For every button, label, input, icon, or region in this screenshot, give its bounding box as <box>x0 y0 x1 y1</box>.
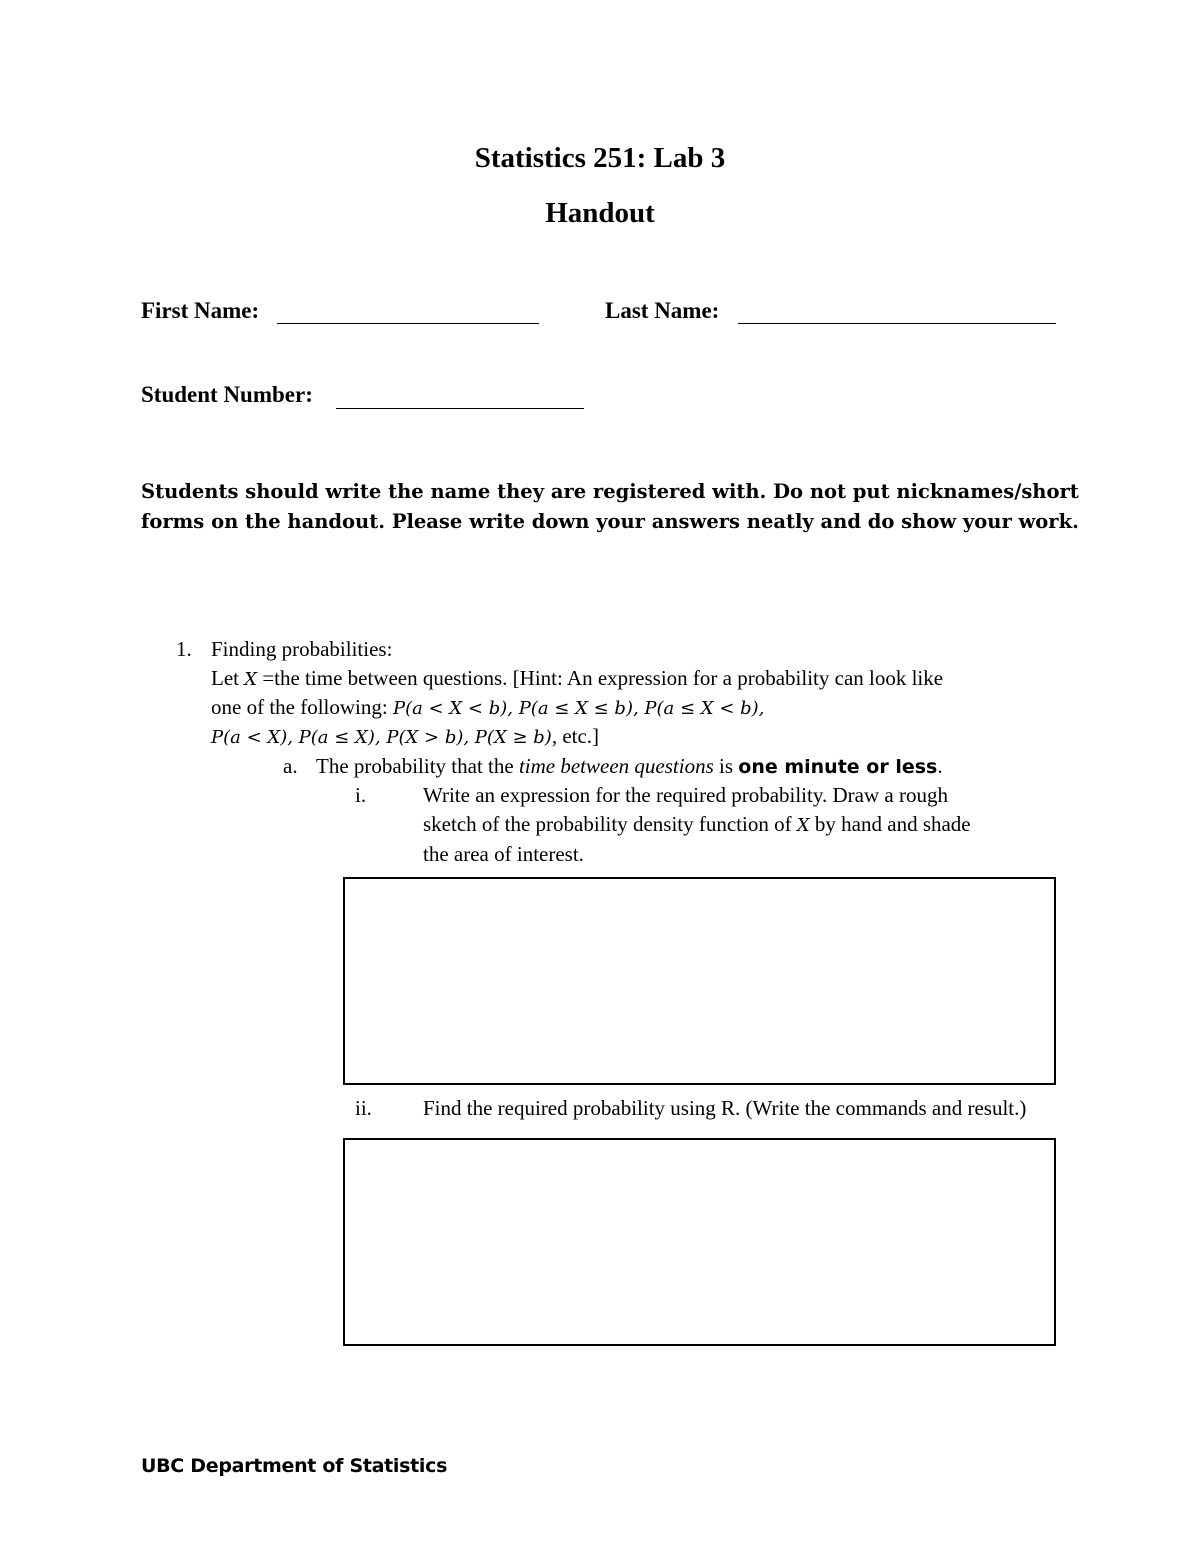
sub-ii-text: Find the required probability using R. (Write the commands and result.) <box>423 1096 1027 1120</box>
question-number: 1. <box>176 637 192 661</box>
sub-i-line1: Write an expression for the required probability. Draw a rough <box>423 783 948 807</box>
answer-box-ii[interactable] <box>343 1138 1056 1346</box>
part-a-post: . <box>937 754 943 778</box>
sub-i-line2-pre: sketch of the probability density function of <box>423 812 797 836</box>
question-intro-line3 <box>211 722 599 752</box>
intro-variable: X <box>244 669 258 690</box>
part-a-italic: time between questions <box>518 754 714 778</box>
first-name-field[interactable] <box>277 323 539 324</box>
student-number-field[interactable] <box>336 408 584 409</box>
last-name-field[interactable] <box>738 323 1056 324</box>
question-intro-line1 <box>211 664 943 694</box>
last-name-label: Last Name: <box>605 298 720 323</box>
intro-math-examples-2: P(a < X), P(a ≤ X), P(X > b), P(X ≥ b) <box>211 727 552 748</box>
intro-etc: , etc.] <box>551 724 600 748</box>
page-footer: UBC Department of Statistics <box>141 1455 448 1477</box>
part-a-mid: is <box>713 754 739 778</box>
page-subtitle: Handout <box>545 197 655 229</box>
instructions-text: Students should write the name they are registered with. Do not put nicknames/short forms on the handout. Please write down your answers neatly and do show your work. <box>141 480 1079 533</box>
sub-i-line3: the area of interest. <box>423 842 584 866</box>
sub-ii-label: ii. <box>355 1096 372 1120</box>
part-a-label: a. <box>283 754 298 778</box>
sub-i-line2-post: by hand and shade <box>809 812 971 836</box>
intro-let: Let <box>211 666 245 690</box>
sub-i-line2 <box>423 810 971 840</box>
question-intro-line2 <box>211 693 764 723</box>
question-title: Finding probabilities: <box>211 637 393 661</box>
part-a-text <box>316 752 943 782</box>
part-a-bold: one minute or less <box>738 756 938 778</box>
sub-i-variable: X <box>796 815 810 836</box>
intro-definition: =the time between questions. [Hint: An expression for a probability can look like <box>257 666 944 690</box>
student-number-label: Student Number: <box>141 382 313 407</box>
part-a-pre: The probability that the <box>316 754 519 778</box>
answer-box-i[interactable] <box>343 877 1056 1085</box>
page-title: Statistics 251: Lab 3 <box>474 142 726 174</box>
sub-i-label: i. <box>355 783 367 807</box>
first-name-label: First Name: <box>141 298 260 323</box>
intro-math-examples-1: P(a < X < b), P(a ≤ X ≤ b), P(a ≤ X < b), <box>392 698 765 719</box>
intro-following: one of the following: <box>211 695 393 719</box>
